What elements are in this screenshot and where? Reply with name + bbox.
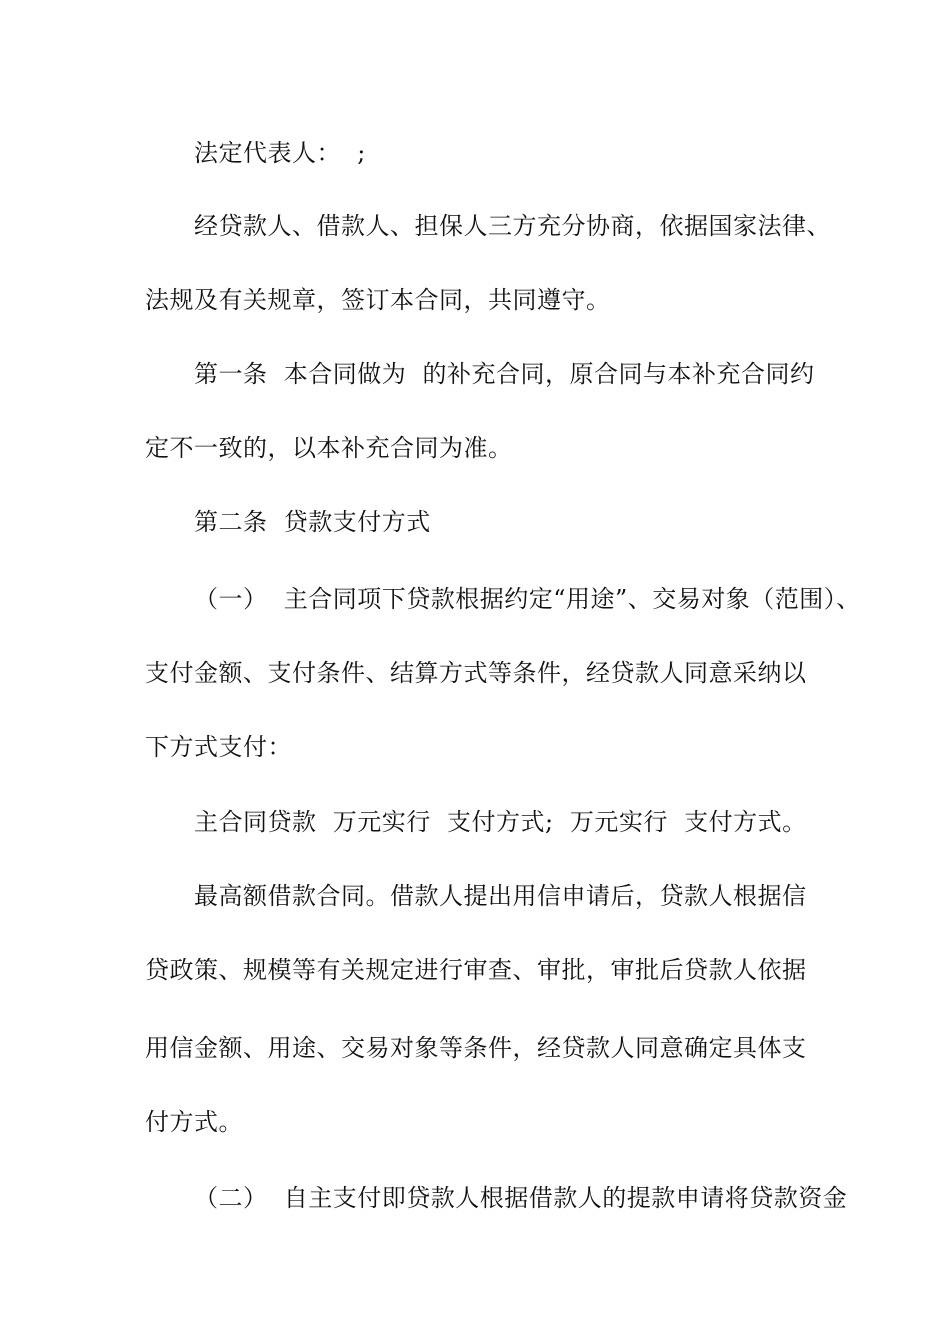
clause-two-line: （二） 自主支付即贷款人根据借款人的提款申请将贷款资金 [194, 1184, 848, 1212]
clause-one-line: （一） 主合同项下贷款根据约定“用途”、交易对象（范围）、 [194, 585, 861, 613]
paragraph-line: 经贷款人、借款人、担保人三方充分协商，依据国家法律、 [194, 212, 831, 240]
paragraph-line: 下方式支付： [145, 733, 292, 761]
paragraph-line: 用信金额、用途、交易对象等条件，经贷款人同意确定具体支 [145, 1034, 807, 1062]
legal-representative-line: 法定代表人： ; [194, 139, 366, 167]
paragraph-line: 法规及有关规章，签订本合同，共同遵守。 [145, 286, 611, 314]
article-one-line: 第一条 本合同做为 的补充合同，原合同与本补充合同约 [194, 360, 815, 388]
paragraph-line: 付方式。 [145, 1108, 243, 1136]
paragraph-line: 定不一致的，以本补充合同为准。 [145, 434, 513, 462]
max-amount-contract-line: 最高额借款合同。借款人提出用信申请后，贷款人根据信 [194, 882, 807, 910]
main-contract-loan-line: 主合同贷款 万元实行 支付方式; 万元实行 支付方式。 [194, 808, 807, 836]
article-two-heading: 第二条 贷款支付方式 [194, 508, 431, 536]
paragraph-line: 贷政策、规模等有关规定进行审查、审批，审批后贷款人依据 [145, 956, 807, 984]
paragraph-line: 支付金额、支付条件、结算方式等条件，经贷款人同意采纳以 [145, 659, 807, 687]
